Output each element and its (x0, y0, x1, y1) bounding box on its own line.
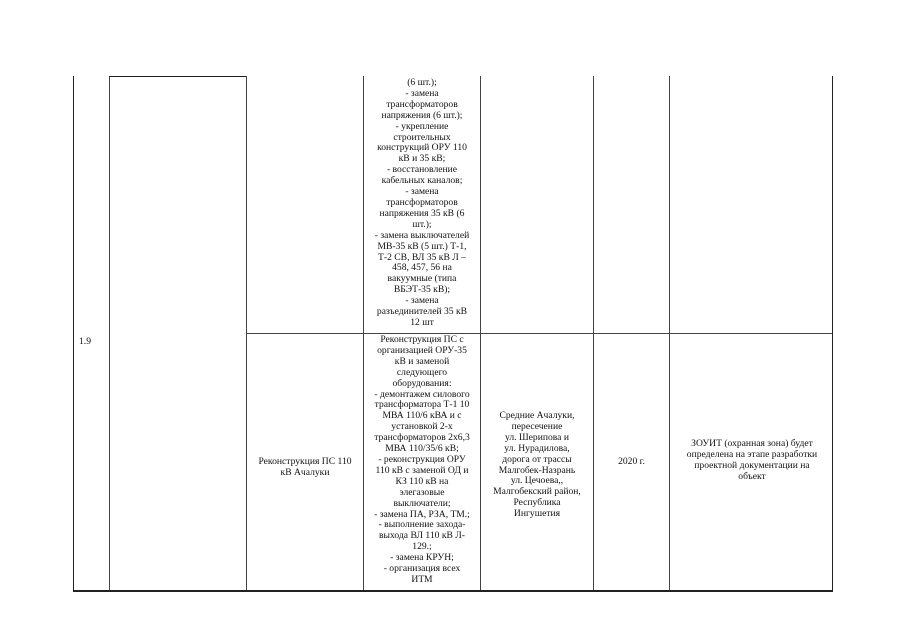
upper-work-list: (6 шт.); - замена трансформаторов напряжения (6 шт.); - укрепление строительных конструкций ОРУ 110 кВ и 35 кВ; - восстановление кабельных каналов; - замена трансформаторов напряжения 35 кВ (6 шт.); - замена выключателей МВ-35 кВ (5 шт.) Т-1, Т-2 СВ, ВЛ 35 кВ Л – 458, 457, 56 на вакуумные (типа ВБЭТ-35 кВ); - замена разъединителей 35 кВ 12 шт (374, 77, 470, 328)
column-divider (109, 76, 110, 590)
object-name: Реконструкция ПС 110 кВ Ачалуки (258, 456, 352, 478)
location: Средние Ачалуки, пересечение ул. Шерипова и ул. Нурадилова, дорога от трассы Малгобек-Назрань ул. Цечоева,, Малгобекский район, Республика Ингушетия (493, 410, 581, 520)
document-table (73, 76, 833, 592)
year: 2020 г. (618, 456, 645, 467)
lower-work-list: Реконструкция ПС с организацией ОРУ-35 кВ и заменой следующего оборудования: - демонтажем силового трансформатора Т-1 10 МВА 110/6 кВА и с установкой 2-х трансформаторов 2х6,3 МВА 110/35/6 кВ; - реконструкция ОРУ 110 кВ с заменой ОД и КЗ 110 кВ на элегазовые выключатели; - замена ПА, РЗА, ТМ.; - выполнение захода- выхода ВЛ 110 кВ Л- 129.; - замена КРУН; - организация всех ИТМ (374, 334, 470, 585)
row-number: 1.9 (79, 336, 91, 347)
top-border-segment (109, 76, 246, 77)
zone-note: ЗОУИТ (охранная зона) будет определена на этапе разработки проектной документации на объект (686, 438, 818, 482)
row-divider (246, 333, 832, 334)
